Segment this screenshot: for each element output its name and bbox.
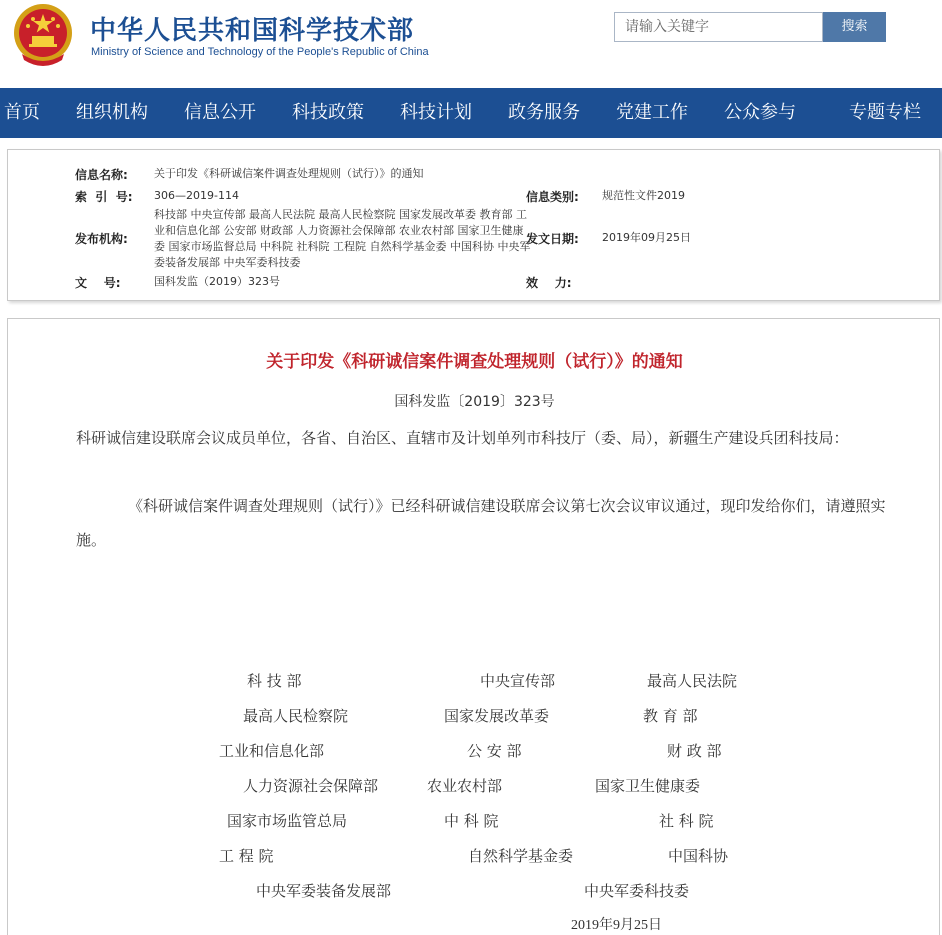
signatory: 农业农村部 bbox=[427, 777, 503, 795]
nav-item-special-topics[interactable]: 专题专栏 bbox=[849, 102, 921, 123]
info-category-value: 规范性文件2019 bbox=[602, 189, 685, 202]
signatory: 工 程 院 bbox=[219, 847, 274, 865]
signatory: 国家市场监管总局 bbox=[227, 812, 348, 830]
search-input[interactable] bbox=[614, 12, 823, 42]
main-nav bbox=[0, 88, 942, 138]
site-title[interactable]: 中华人民共和国科学技术部 bbox=[90, 16, 415, 46]
info-issuer-label: 发布机构: bbox=[75, 232, 128, 246]
document-title: 关于印发《科研诚信案件调查处理规则（试行）》的通知 bbox=[266, 352, 683, 372]
document-body: 《科研诚信案件调查处理规则（试行）》已经科研诚信建设联席会议第七次会议审议通过，现印发给你们，请遵照实施。 bbox=[76, 497, 886, 549]
nav-item-tech-policy[interactable]: 科技政策 bbox=[292, 102, 364, 123]
info-validity-label: 效 力: bbox=[526, 276, 572, 290]
signatory: 工业和信息化部 bbox=[219, 742, 325, 760]
signatory: 中央宣传部 bbox=[480, 672, 556, 690]
nav-item-tech-plan[interactable]: 科技计划 bbox=[400, 102, 472, 123]
signatory: 科 技 部 bbox=[247, 672, 302, 690]
document-addressee: 科研诚信建设联席会议成员单位，各省、自治区、直辖市及计划单列市科技厅（委、局），新疆生产建设兵团科技局： bbox=[76, 429, 849, 447]
signing-date: 2019年9月25日 bbox=[571, 918, 662, 933]
info-name-label: 信息名称: bbox=[75, 168, 128, 182]
info-date-label: 发文日期: bbox=[526, 232, 579, 246]
search-button[interactable]: 搜索 bbox=[823, 12, 886, 42]
signatory: 中央军委科技委 bbox=[584, 882, 690, 900]
signatory: 国家卫生健康委 bbox=[595, 777, 701, 795]
info-doc-no-label: 文 号: bbox=[75, 276, 121, 290]
nav-item-gov-service[interactable]: 政务服务 bbox=[508, 102, 580, 123]
signatory: 国家发展改革委 bbox=[444, 707, 550, 725]
national-emblem-icon[interactable] bbox=[12, 2, 74, 68]
nav-item-info-disclosure[interactable]: 信息公开 bbox=[184, 102, 256, 123]
signatory: 中央军委装备发展部 bbox=[256, 882, 392, 900]
info-name-value: 关于印发《科研诚信案件调查处理规则（试行）》的通知 bbox=[154, 167, 424, 180]
info-index-value: 306—2019-114 bbox=[154, 189, 239, 202]
nav-item-organization[interactable]: 组织机构 bbox=[76, 102, 148, 123]
info-index-label: 索 引 号: bbox=[75, 190, 133, 204]
signatory: 最高人民检察院 bbox=[243, 707, 349, 725]
signatory: 中 科 院 bbox=[444, 812, 499, 830]
signatory: 社 科 院 bbox=[659, 812, 714, 830]
site-header bbox=[0, 0, 942, 88]
document-number: 国科发监〔2019〕323号 bbox=[394, 394, 555, 410]
nav-item-party-building[interactable]: 党建工作 bbox=[616, 102, 688, 123]
document-info-panel bbox=[7, 149, 940, 301]
site-subtitle: Ministry of Science and Technology of the People's Republic of China bbox=[91, 46, 429, 58]
signatory: 自然科学基金委 bbox=[468, 847, 574, 865]
nav-item-public-participation[interactable]: 公众参与 bbox=[724, 102, 796, 123]
info-doc-no-value: 国科发监（2019）323号 bbox=[154, 275, 280, 288]
signatory: 教 育 部 bbox=[643, 707, 698, 725]
signatory: 中国科协 bbox=[668, 847, 729, 865]
info-category-label: 信息类别: bbox=[526, 190, 579, 204]
info-issuer-value: 科技部 中央宣传部 最高人民法院 最高人民检察院 国家发展改革委 教育部 工业和信息化部 公安部 财政部 人力资源社会保障部 农业农村部 国家卫生健康委 国家市场监督总局 中科院 社科院 工程院 自然科学基金委 中国科协 中央军委装备发展部 中央军委科技委 bbox=[154, 208, 531, 269]
signatory: 财 政 部 bbox=[667, 742, 722, 760]
document-content bbox=[7, 318, 940, 935]
signatory: 人力资源社会保障部 bbox=[243, 777, 379, 795]
signatory: 公 安 部 bbox=[467, 742, 522, 760]
signatory: 最高人民法院 bbox=[647, 672, 738, 690]
nav-item-home[interactable]: 首页 bbox=[4, 102, 40, 123]
info-date-value: 2019年09月25日 bbox=[602, 231, 691, 244]
